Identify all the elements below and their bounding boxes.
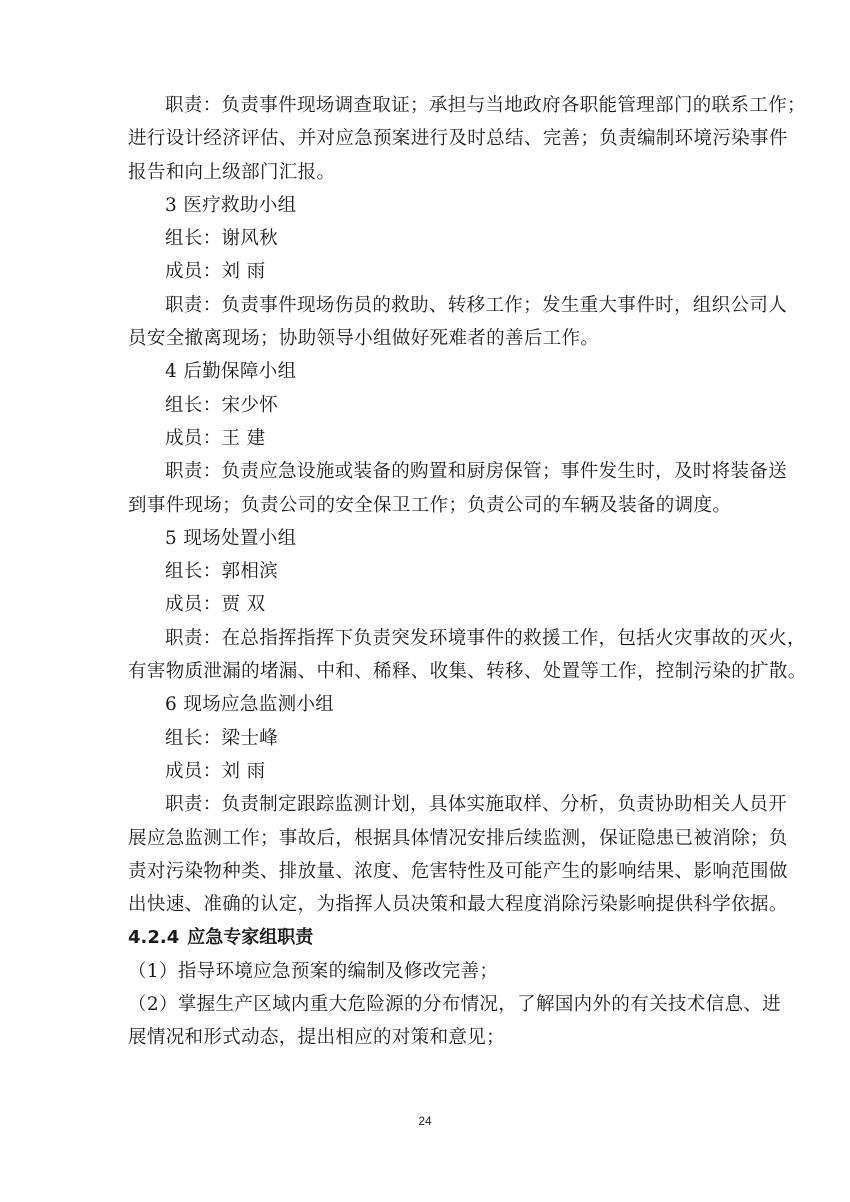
group-member: 成员：贾 双: [165, 594, 266, 616]
group-member: 成员：刘 雨: [165, 760, 266, 782]
group-title: 3 医疗救助小组: [165, 194, 297, 216]
text-line: 职责：负责应急设施或装备的购置和厨房保管；事件发生时，及时将装备送: [165, 461, 788, 483]
text-line: 到事件现场；负责公司的安全保卫工作；负责公司的车辆及装备的调度。: [128, 494, 732, 516]
text-line: 报告和向上级部门汇报。: [128, 161, 336, 183]
list-item: （1）指导环境应急预案的编制及修改完善；: [128, 960, 499, 982]
text-line: 进行设计经济评估、并对应急预案进行及时总结、完善；负责编制环境污染事件: [128, 128, 788, 150]
section-title: 应急专家组职责: [187, 927, 314, 949]
group-title: 6 现场应急监测小组: [165, 694, 335, 716]
group-leader: 组长：梁士峰: [165, 727, 279, 749]
page-body: [128, 89, 807, 1055]
group-title: 4 后勤保障小组: [165, 361, 297, 383]
text-line: 职责：负责制定跟踪监测计划，具体实施取样、分析，负责协助相关人员开: [165, 794, 788, 816]
text-line: 展情况和形式动态，提出相应的对策和意见；: [128, 1027, 506, 1049]
section-heading: [128, 921, 723, 954]
text-line: 职责：在总指挥指挥下负责突发环境事件的救援工作，包括火灾事故的灭火，: [165, 627, 806, 649]
text-line: 展应急监测工作；事故后，根据具体情况安排后续监测，保证隐患已被消除；负: [128, 827, 788, 849]
group-leader: 组长：宋少怀: [165, 394, 279, 416]
text-line: 职责：负责事件现场调查取证；承担与当地政府各职能管理部门的联系工作；: [165, 95, 806, 116]
section-number: 4.2.4: [128, 927, 180, 949]
group-leader: 组长：谢风秋: [165, 228, 279, 250]
group-member: 成员：刘 雨: [165, 261, 266, 283]
page-number: 24: [418, 1114, 432, 1128]
group-leader: 组长：郭相滨: [165, 561, 279, 583]
text-line: 员安全撤离现场；协助领导小组做好死难者的善后工作。: [128, 328, 600, 350]
list-item: （2）掌握生产区域内重大危险源的分布情况，了解国内外的有关技术信息、进: [128, 994, 782, 1016]
group-member: 成员：王 建: [165, 427, 266, 449]
text-line: 有害物质泄漏的堵漏、中和、稀释、收集、转移、处置等工作，控制污染的扩散。: [128, 661, 807, 683]
text-line: 责对污染物种类、排放量、浓度、危害特性及可能产生的影响结果、影响范围做: [128, 860, 788, 882]
text-line: 职责：负责事件现场伤员的救助、转移工作；发生重大事件时，组织公司人: [165, 294, 788, 316]
group-title: 5 现场处置小组: [165, 527, 297, 549]
text-line: 出快速、准确的认定，为指挥人员决策和最大程度消除污染影响提供科学依据。: [128, 894, 788, 916]
